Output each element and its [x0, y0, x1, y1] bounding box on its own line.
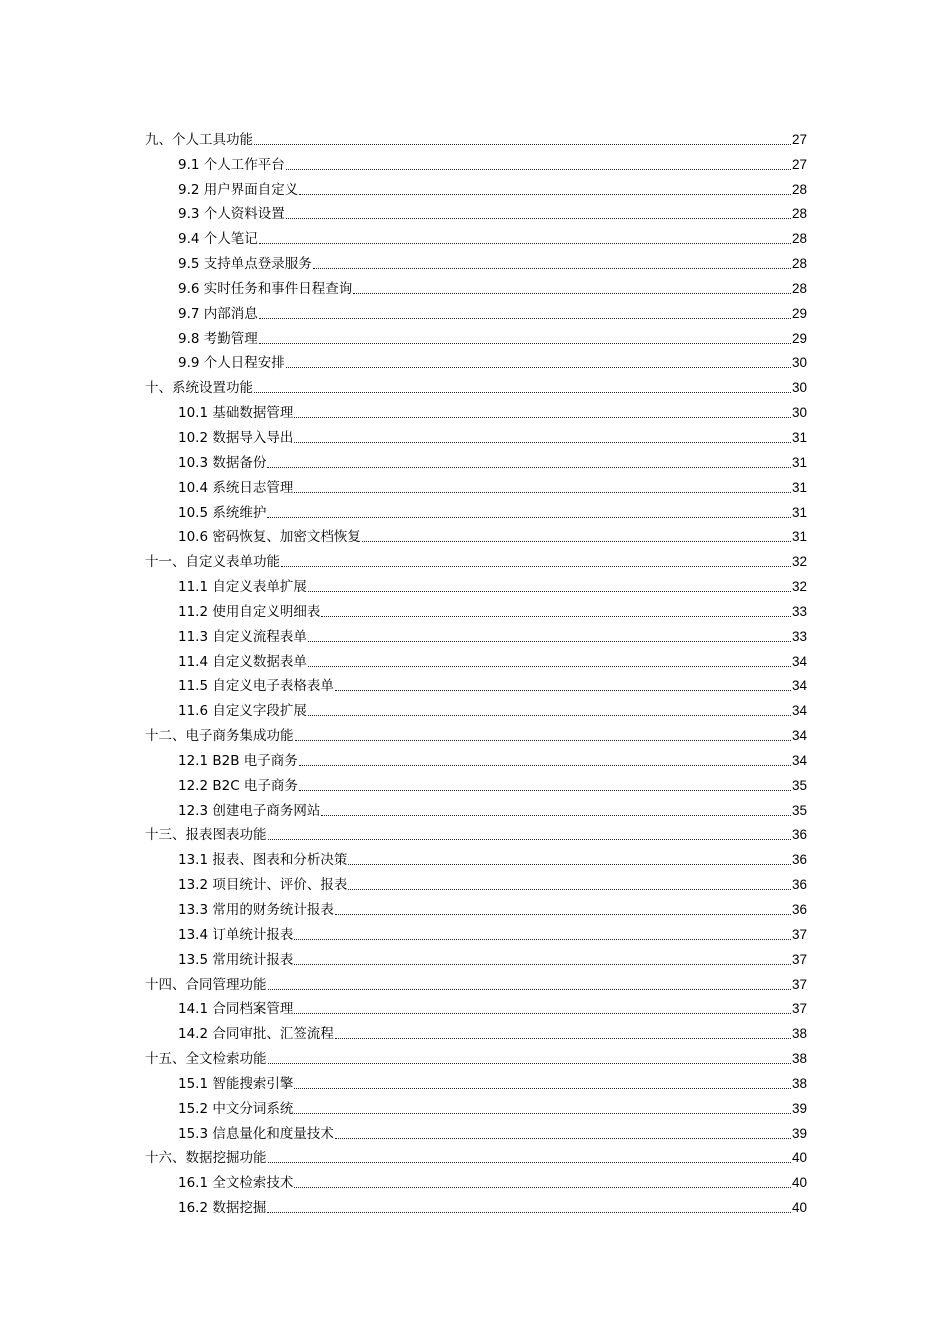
toc-chapter-entry[interactable]: [145, 372, 807, 397]
toc-section-entry[interactable]: [145, 994, 807, 1019]
toc-section-entry[interactable]: [145, 447, 807, 472]
toc-page-number: 28: [791, 256, 807, 272]
toc-page-number: 31: [791, 479, 807, 495]
toc-section-entry[interactable]: [145, 1192, 807, 1217]
toc-entry-title: 14.2 合同审批、汇签流程: [178, 1026, 334, 1043]
toc-page-number: 28: [791, 181, 807, 197]
toc-dot-leader: [267, 467, 791, 468]
toc-dot-leader: [299, 790, 791, 791]
toc-section-entry[interactable]: [145, 894, 807, 919]
toc-dot-leader: [286, 367, 791, 368]
toc-dot-leader: [294, 492, 791, 493]
toc-entry-title: 15.3 信息量化和度量技术: [178, 1125, 334, 1142]
toc-page-number: 37: [791, 951, 807, 967]
toc-dot-leader: [259, 318, 791, 319]
toc-section-entry[interactable]: [145, 795, 807, 820]
toc-dot-leader: [281, 566, 791, 567]
toc-entry-title: 14.1 合同档案管理: [178, 1001, 294, 1018]
toc-entry-title: 13.1 报表、图表和分析决策: [178, 852, 348, 869]
toc-entry-title: 9.9 个人日程安排: [178, 355, 285, 372]
toc-section-entry[interactable]: [145, 298, 807, 323]
toc-dot-leader: [308, 641, 791, 642]
toc-entry-title: 10.1 基础数据管理: [178, 405, 294, 422]
toc-dot-leader: [294, 964, 791, 965]
toc-page-number: 39: [791, 1100, 807, 1116]
toc-section-entry[interactable]: [145, 248, 807, 273]
toc-entry-title: 11.2 使用自定义明细表: [178, 603, 321, 620]
toc-dot-leader: [362, 541, 791, 542]
toc-chapter-entry[interactable]: [145, 546, 807, 571]
toc-dot-leader: [348, 889, 791, 890]
toc-dot-leader: [335, 1038, 791, 1039]
toc-page-number: 39: [791, 1125, 807, 1141]
toc-dot-leader: [267, 1212, 791, 1213]
toc-page-number: 37: [791, 926, 807, 942]
toc-entry-title: 十六、数据挖掘功能: [145, 1150, 267, 1167]
toc-section-entry[interactable]: [145, 174, 807, 199]
toc-entry-title: 九、个人工具功能: [145, 131, 253, 148]
toc-section-entry[interactable]: [145, 422, 807, 447]
toc-page-number: 40: [791, 1150, 807, 1166]
toc-page-number: 30: [791, 380, 807, 396]
toc-page-number: 33: [791, 603, 807, 619]
toc-section-entry[interactable]: [145, 869, 807, 894]
toc-section-entry[interactable]: [145, 149, 807, 174]
toc-entry-title: 十、系统设置功能: [145, 380, 253, 397]
toc-page-number: 38: [791, 1026, 807, 1042]
toc-entry-title: 13.3 常用的财务统计报表: [178, 902, 334, 918]
toc-dot-leader: [335, 690, 791, 691]
toc-dot-leader: [348, 864, 791, 865]
toc-dot-leader: [268, 1063, 791, 1064]
toc-dot-leader: [268, 1162, 791, 1163]
toc-dot-leader: [308, 666, 791, 667]
toc-page-number: 34: [791, 728, 807, 744]
toc-section-entry[interactable]: [145, 348, 807, 373]
toc-section-entry[interactable]: [145, 472, 807, 497]
toc-entry-title: 10.2 数据导入导出: [178, 429, 294, 446]
toc-entry-title: 13.2 项目统计、评价、报表: [178, 877, 348, 894]
toc-entry-title: 十四、合同管理功能: [145, 976, 267, 993]
toc-dot-leader: [308, 715, 791, 716]
toc-entry-title: 十一、自定义表单功能: [145, 554, 280, 571]
toc-dot-leader: [294, 442, 791, 443]
toc-entry-title: 13.5 常用统计报表: [178, 951, 294, 968]
toc-section-entry[interactable]: [145, 1167, 807, 1192]
toc-entry-title: 11.1 自定义表单扩展: [178, 579, 307, 596]
toc-section-entry[interactable]: [145, 223, 807, 248]
toc-page-number: 31: [791, 429, 807, 445]
toc-entry-title: 11.6 自定义字段扩展: [178, 703, 307, 720]
toc-entry-title: 9.2 用户界面自定义: [178, 181, 299, 198]
table-of-contents: [145, 124, 807, 1217]
toc-dot-leader: [299, 194, 791, 195]
toc-entry-title: 十三、报表图表功能: [145, 827, 267, 844]
toc-dot-leader: [295, 740, 791, 741]
toc-entry-title: 十二、电子商务集成功能: [145, 728, 294, 745]
toc-dot-leader: [259, 243, 791, 244]
toc-entry-title: 9.8 考勤管理: [178, 330, 258, 347]
toc-dot-leader: [294, 417, 791, 418]
toc-dot-leader: [335, 914, 791, 915]
toc-section-entry[interactable]: [145, 695, 807, 720]
toc-entry-title: 9.1 个人工作平台: [178, 156, 285, 173]
toc-dot-leader: [321, 616, 791, 617]
toc-dot-leader: [254, 392, 791, 393]
toc-section-entry[interactable]: [145, 919, 807, 944]
toc-dot-leader: [259, 343, 791, 344]
toc-dot-leader: [254, 144, 791, 145]
toc-entry-title: 12.3 创建电子商务网站: [178, 802, 321, 819]
toc-section-entry[interactable]: [145, 522, 807, 547]
toc-section-entry[interactable]: [145, 1118, 807, 1143]
toc-chapter-entry[interactable]: [145, 720, 807, 745]
toc-page-number: 35: [791, 802, 807, 818]
toc-entry-title: 16.1 全文检索技术: [178, 1175, 294, 1192]
toc-dot-leader: [294, 1013, 791, 1014]
toc-page-number: 35: [791, 777, 807, 793]
toc-page-number: 31: [791, 529, 807, 545]
toc-section-entry[interactable]: [145, 596, 807, 621]
toc-section-entry[interactable]: [145, 199, 807, 224]
toc-page-number: 31: [791, 454, 807, 470]
toc-entry-title: 11.5 自定义电子表格表单: [178, 678, 334, 695]
toc-page-number: 28: [791, 206, 807, 222]
toc-entry-title: 9.5 支持单点登录服务: [178, 256, 312, 273]
toc-dot-leader: [294, 1113, 791, 1114]
toc-section-entry[interactable]: [145, 397, 807, 422]
toc-page-number: 34: [791, 703, 807, 719]
toc-section-entry[interactable]: [145, 497, 807, 522]
toc-entry-title: 9.4 个人笔记: [178, 231, 258, 248]
toc-dot-leader: [335, 1138, 791, 1139]
toc-page-number: 33: [791, 628, 807, 644]
toc-section-entry[interactable]: [145, 323, 807, 348]
toc-chapter-entry[interactable]: [145, 1143, 807, 1168]
toc-entry-title: 10.4 系统日志管理: [178, 479, 294, 496]
toc-section-entry[interactable]: [145, 770, 807, 795]
toc-page-number: 27: [791, 131, 807, 147]
toc-entry-title: 10.3 数据备份: [178, 454, 267, 471]
toc-entry-title: 15.1 智能搜索引擎: [178, 1075, 294, 1092]
toc-entry-title: 13.4 订单统计报表: [178, 926, 294, 943]
toc-entry-title: 11.4 自定义数据表单: [178, 653, 307, 670]
toc-entry-title: 9.6 实时任务和事件日程查询: [178, 280, 353, 297]
toc-page-number: 36: [791, 852, 807, 868]
toc-page-number: 29: [791, 305, 807, 321]
toc-page-number: 36: [791, 877, 807, 893]
toc-section-entry[interactable]: [145, 273, 807, 298]
toc-page-number: 30: [791, 405, 807, 421]
toc-chapter-entry[interactable]: [145, 1043, 807, 1068]
toc-section-entry[interactable]: [145, 1093, 807, 1118]
toc-entry-title: 12.2 B2C 电子商务: [178, 777, 298, 794]
toc-entry-title: 15.2 中文分词系统: [178, 1100, 294, 1117]
toc-chapter-entry[interactable]: [145, 124, 807, 149]
toc-page-number: 38: [791, 1051, 807, 1067]
toc-page-number: 36: [791, 827, 807, 843]
toc-dot-leader: [268, 839, 791, 840]
toc-dot-leader: [321, 815, 791, 816]
toc-section-entry[interactable]: [145, 571, 807, 596]
toc-entry-title: 十五、全文检索功能: [145, 1051, 267, 1068]
toc-entry-title: 12.1 B2B 电子商务: [178, 752, 298, 769]
toc-section-entry[interactable]: [145, 621, 807, 646]
toc-page-number: 37: [791, 976, 807, 992]
toc-page-number: 28: [791, 280, 807, 296]
toc-page-number: 34: [791, 678, 807, 694]
toc-section-entry[interactable]: [145, 1068, 807, 1093]
toc-section-entry[interactable]: [145, 1018, 807, 1043]
toc-dot-leader: [294, 1187, 791, 1188]
toc-entry-title: 10.5 系统维护: [178, 504, 267, 521]
toc-page-number: 37: [791, 1001, 807, 1017]
toc-page-number: 29: [791, 330, 807, 346]
toc-entry-title: 9.3 个人资料设置: [178, 206, 285, 223]
toc-dot-leader: [308, 591, 791, 592]
toc-page-number: 32: [791, 579, 807, 595]
toc-page-number: 31: [791, 504, 807, 520]
toc-dot-leader: [353, 293, 791, 294]
toc-section-entry[interactable]: [145, 944, 807, 969]
toc-dot-leader: [313, 268, 791, 269]
toc-chapter-entry[interactable]: [145, 820, 807, 845]
toc-page-number: 38: [791, 1075, 807, 1091]
toc-dot-leader: [286, 218, 791, 219]
toc-entry-title: 10.6 密码恢复、加密文档恢复: [178, 529, 361, 546]
toc-chapter-entry[interactable]: [145, 969, 807, 994]
toc-page-number: 30: [791, 355, 807, 371]
toc-page-number: 34: [791, 752, 807, 768]
toc-entry-title: 11.3 自定义流程表单: [178, 628, 307, 645]
toc-dot-leader: [268, 989, 791, 990]
toc-dot-leader: [294, 1088, 791, 1089]
toc-section-entry[interactable]: [145, 745, 807, 770]
toc-section-entry[interactable]: [145, 671, 807, 696]
toc-page-number: 40: [791, 1200, 807, 1216]
toc-dot-leader: [299, 765, 791, 766]
toc-section-entry[interactable]: [145, 646, 807, 671]
toc-page-number: 40: [791, 1175, 807, 1191]
toc-dot-leader: [286, 169, 791, 170]
toc-page-number: 27: [791, 156, 807, 172]
toc-page-number: 36: [791, 902, 807, 917]
toc-section-entry[interactable]: [145, 844, 807, 869]
toc-page-number: 32: [791, 554, 807, 570]
toc-entry-title: 9.7 内部消息: [178, 305, 258, 322]
toc-page-number: 28: [791, 231, 807, 247]
toc-dot-leader: [294, 939, 791, 940]
toc-dot-leader: [267, 517, 791, 518]
toc-entry-title: 16.2 数据挖掘: [178, 1200, 267, 1217]
toc-page-number: 34: [791, 653, 807, 669]
